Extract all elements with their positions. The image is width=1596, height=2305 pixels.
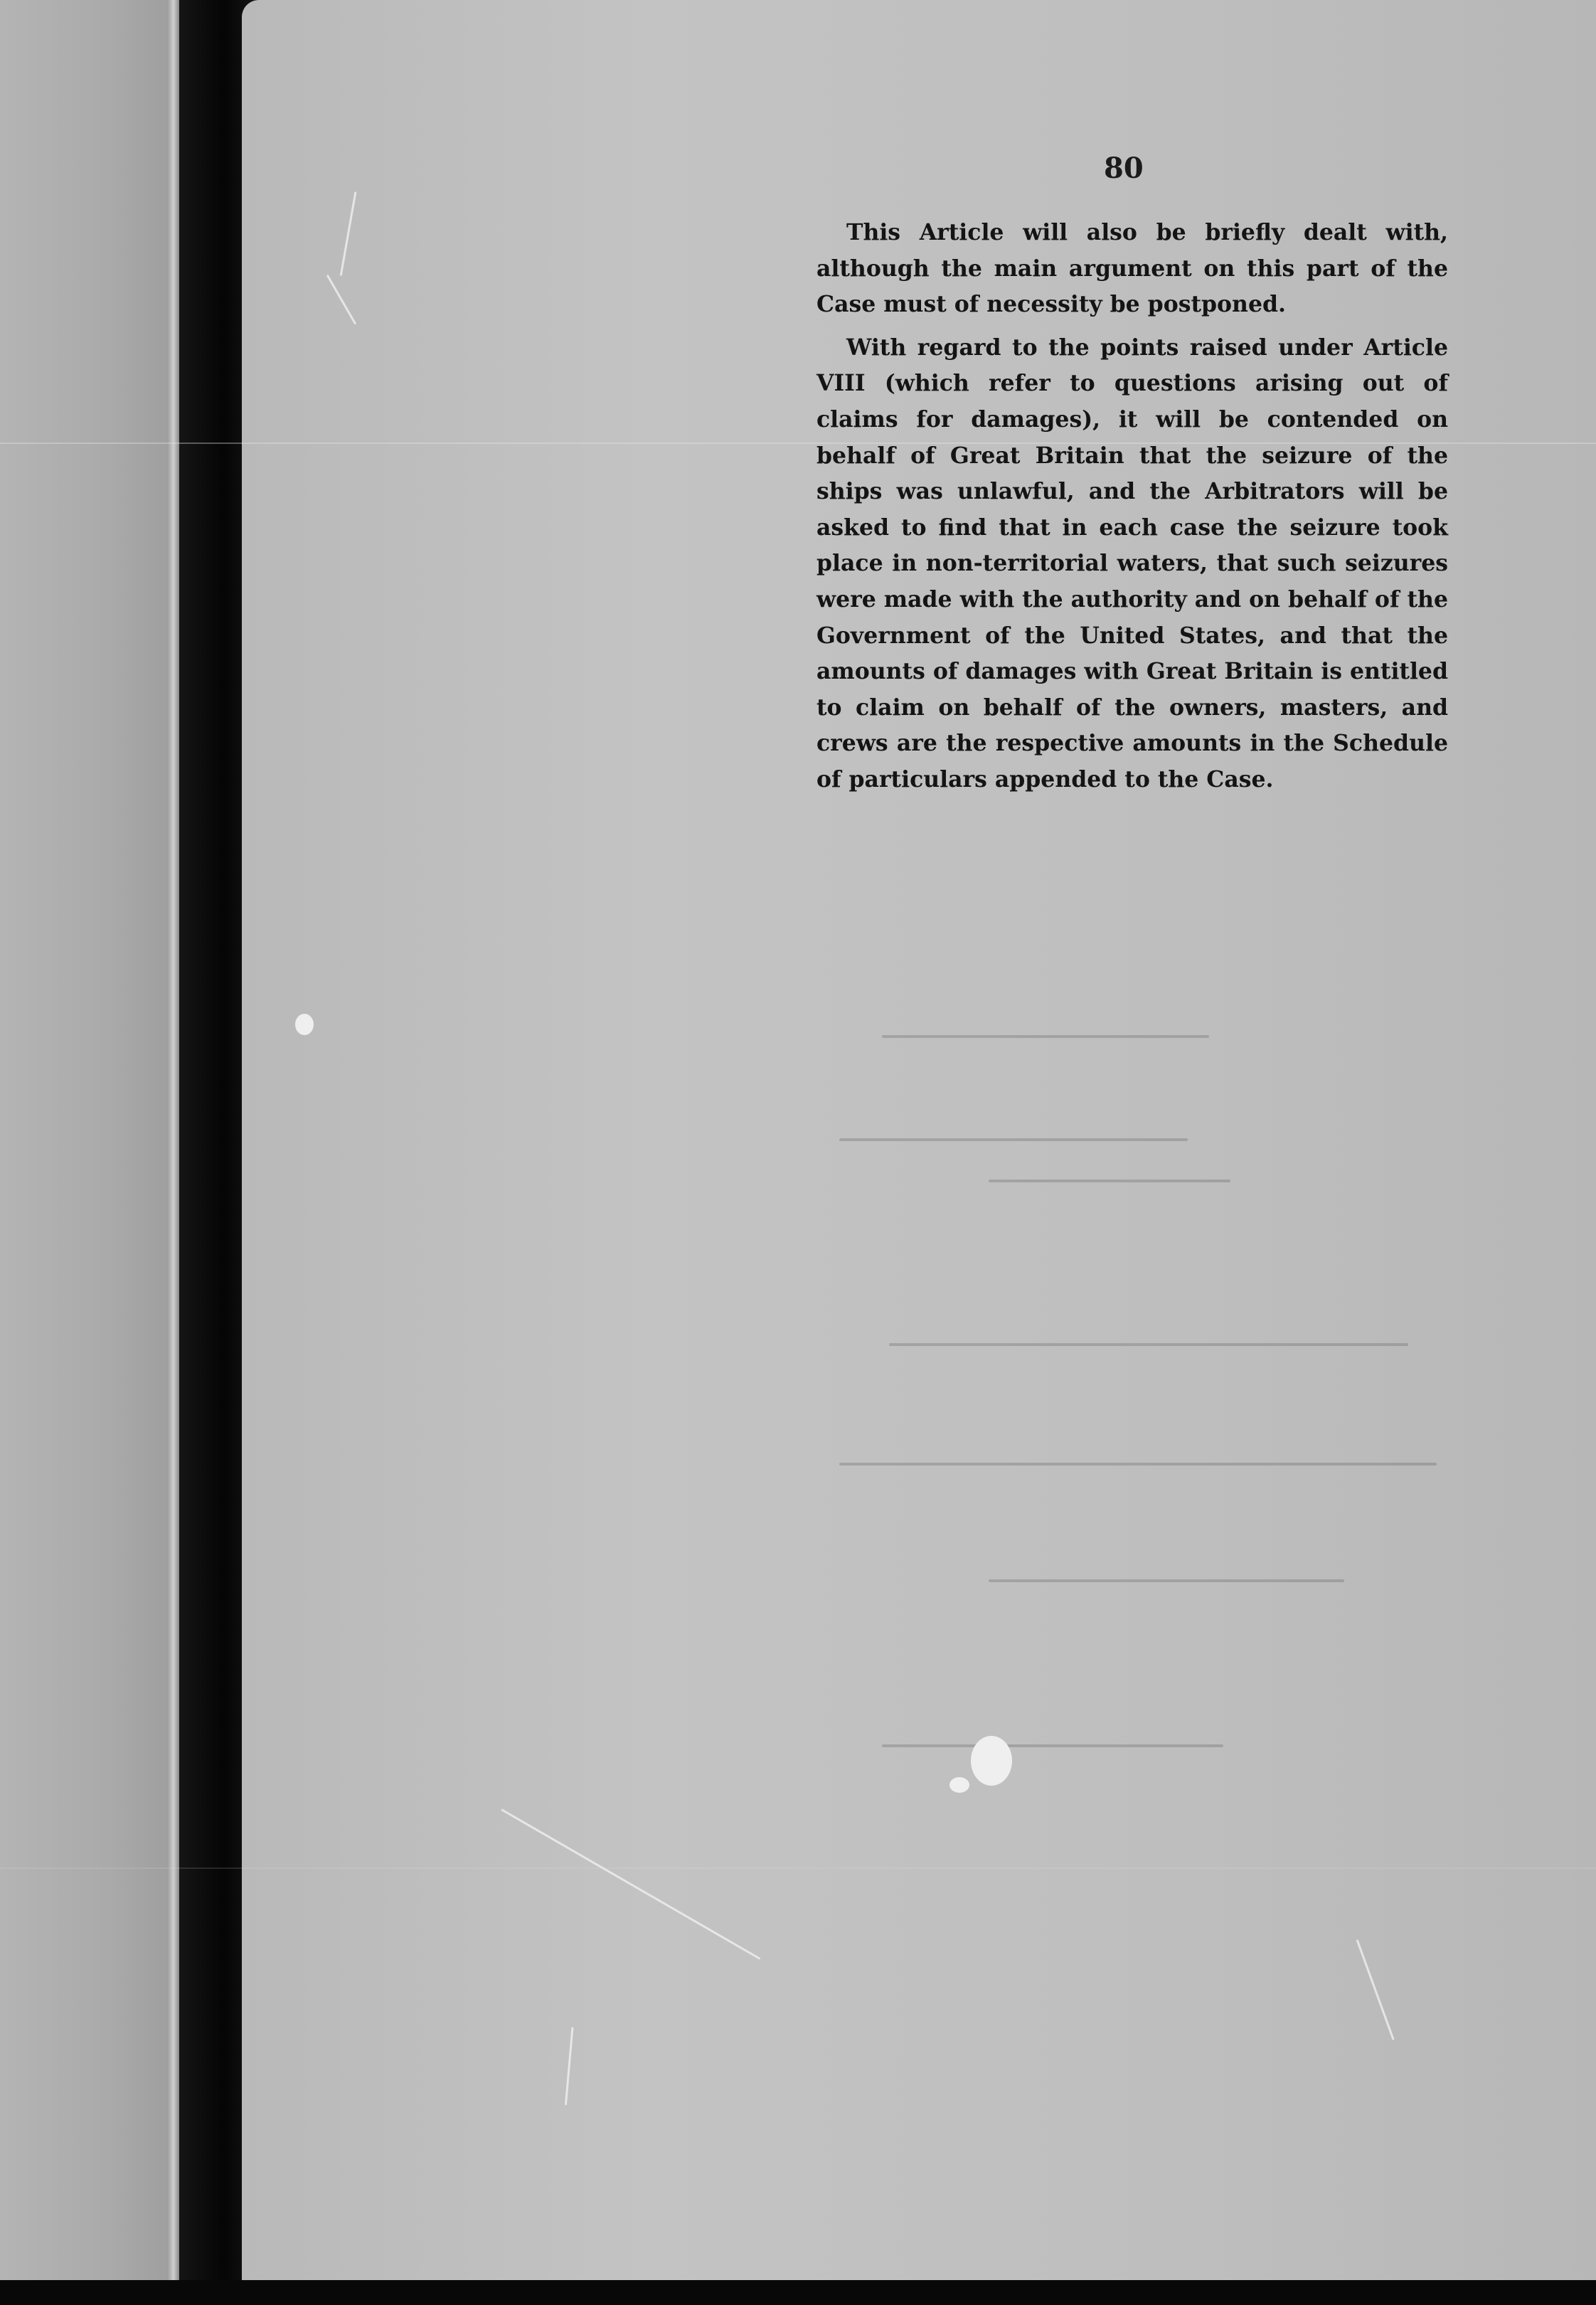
- faded-smudge: [839, 1463, 1437, 1466]
- paper-speck: [971, 1736, 1012, 1786]
- paragraph: With regard to the points raised under Article VIII (which refer to questions arising out of claims for damages), it will be contended on behalf of Great Britain that the seizure of the ships was unlawful, and the Arbitrators will be asked to find that in each case the seizure took place in non-territorial waters, that such seizures were made with the authority and on behalf of the Government of the United States, and that the amounts of damages with Great Britain is entitled to claim on behalf of the owners, masters, and crews are the respective amounts in the Schedule of particulars appended to the Case.: [816, 334, 1448, 793]
- faded-smudge: [882, 1744, 1223, 1747]
- paper-speck: [949, 1777, 969, 1793]
- body-text: [816, 215, 1448, 798]
- faded-smudge: [889, 1343, 1408, 1346]
- scan-bottom-border: [0, 2280, 1596, 2305]
- faded-smudge: [882, 1035, 1209, 1038]
- faded-smudge: [989, 1579, 1344, 1582]
- scan-artifact-line: [0, 1867, 1596, 1869]
- page-number: 80: [1104, 152, 1144, 185]
- faded-smudge: [839, 1138, 1188, 1141]
- faded-smudge: [989, 1180, 1230, 1182]
- paper-speck: [295, 1014, 314, 1035]
- left-page-margin: [0, 0, 179, 2284]
- left-page-edge: [168, 0, 179, 2284]
- paragraph: This Article will also be briefly dealt with, although the main argument on this part of the Case must of necessity be postponed.: [816, 219, 1448, 318]
